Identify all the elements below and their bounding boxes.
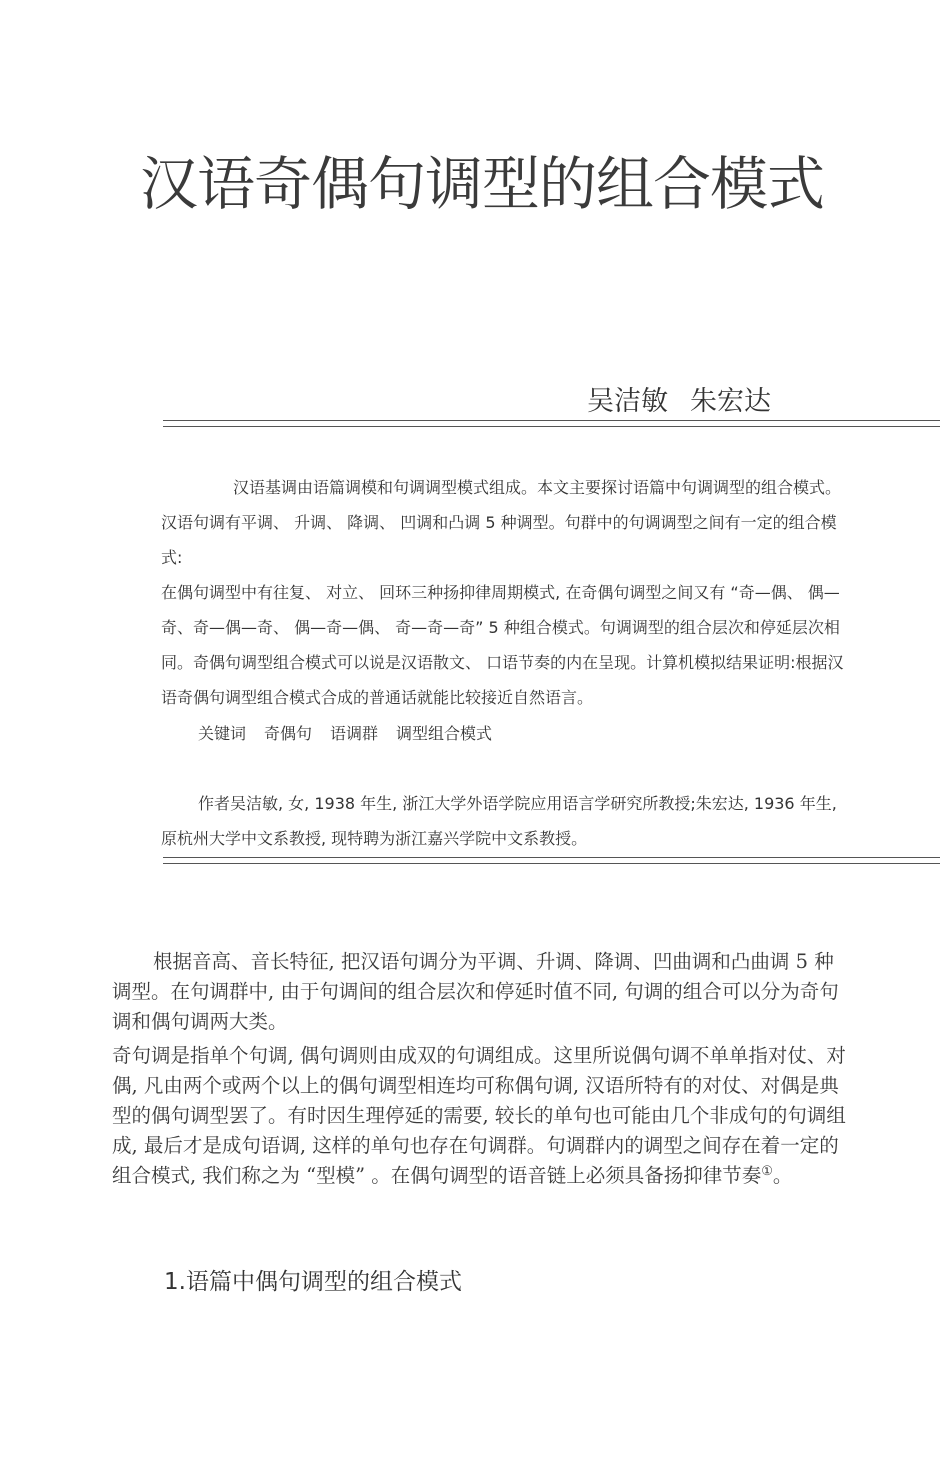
- author-name: 朱宏达: [690, 386, 771, 417]
- keyword: 语调群: [330, 724, 379, 743]
- keywords-label: 关键词: [198, 724, 247, 743]
- author-bio: [161, 786, 851, 856]
- body-paragraph-text: 奇句调是指单个句调, 偶句调则由成双的句调组成。这里所说偶句调不单单指对仗、对偶, 凡由两个或两个以上的偶句调型相连均可称偶句调, 汉语所特有的对仗、对偶是典型的偶句调型罢了。有时因生理停延的需要, 较长的单句也可能由几个非成句的句调组成, 最后才是成句语调, 这样的单句也存在句调群。句调群内的调型之间存在着一定的组合模式, 我们称之为 “型模” 。在偶句调型的语音链上必须具备扬抑律节奏: [112, 1044, 846, 1187]
- abstract: [161, 470, 851, 715]
- body-paragraph-end: 。: [772, 1164, 793, 1187]
- double-rule-top: [163, 420, 940, 427]
- abstract-paragraph: 汉语基调由语篇调模和句调调型模式组成。本文主要探讨语篇中句调调型的组合模式。汉语句调有平调、 升调、 降调、 凹调和凸调 5 种调型。句群中的句调调型之间有一定的组合模式:: [161, 478, 842, 567]
- keywords: [198, 718, 510, 750]
- author-name: 吴洁敏: [587, 386, 668, 417]
- paper-title: 汉语奇偶句调型的组合模式: [140, 150, 825, 218]
- body-text: [112, 947, 848, 1191]
- body-paragraph: [112, 1041, 848, 1191]
- section-heading: 1.语篇中偶句调型的组合模式: [164, 1269, 462, 1295]
- body-paragraph: 根据音高、音长特征, 把汉语句调分为平调、升调、降调、凹曲调和凸曲调 5 种调型。在句调群中, 由于句调间的组合层次和停延时值不同, 句调的组合可以分为奇句调和偶句调两大类。: [112, 950, 839, 1033]
- double-rule-bottom: [163, 857, 940, 864]
- keyword: 奇偶句: [264, 724, 313, 743]
- keyword: 调型组合模式: [396, 724, 493, 743]
- author-bio-text: 作者吴洁敏, 女, 1938 年生, 浙江大学外语学院应用语言学研究所教授;朱宏达, 1936 年生, 原杭州大学中文系教授, 现特聘为浙江嘉兴学院中文系教授。: [161, 794, 837, 848]
- footnote-marker[interactable]: ①: [761, 1164, 773, 1179]
- abstract-paragraph: 在偶句调型中有往复、 对立、 回环三种扬抑律周期模式, 在奇偶句调型之间又有 “奇—偶、 偶— 奇、奇—偶—奇、 偶—奇—偶、 奇—奇—奇” 5 种组合模式。句调调型的组合层次和停延层次相同。奇偶句调型组合模式可以说是汉语散文、 口语节奏的内在呈现。计算机模拟结果证明:根据汉语奇偶句调型组合模式合成的普通话就能比较接近自然语言。: [161, 583, 844, 707]
- authors: [587, 384, 887, 420]
